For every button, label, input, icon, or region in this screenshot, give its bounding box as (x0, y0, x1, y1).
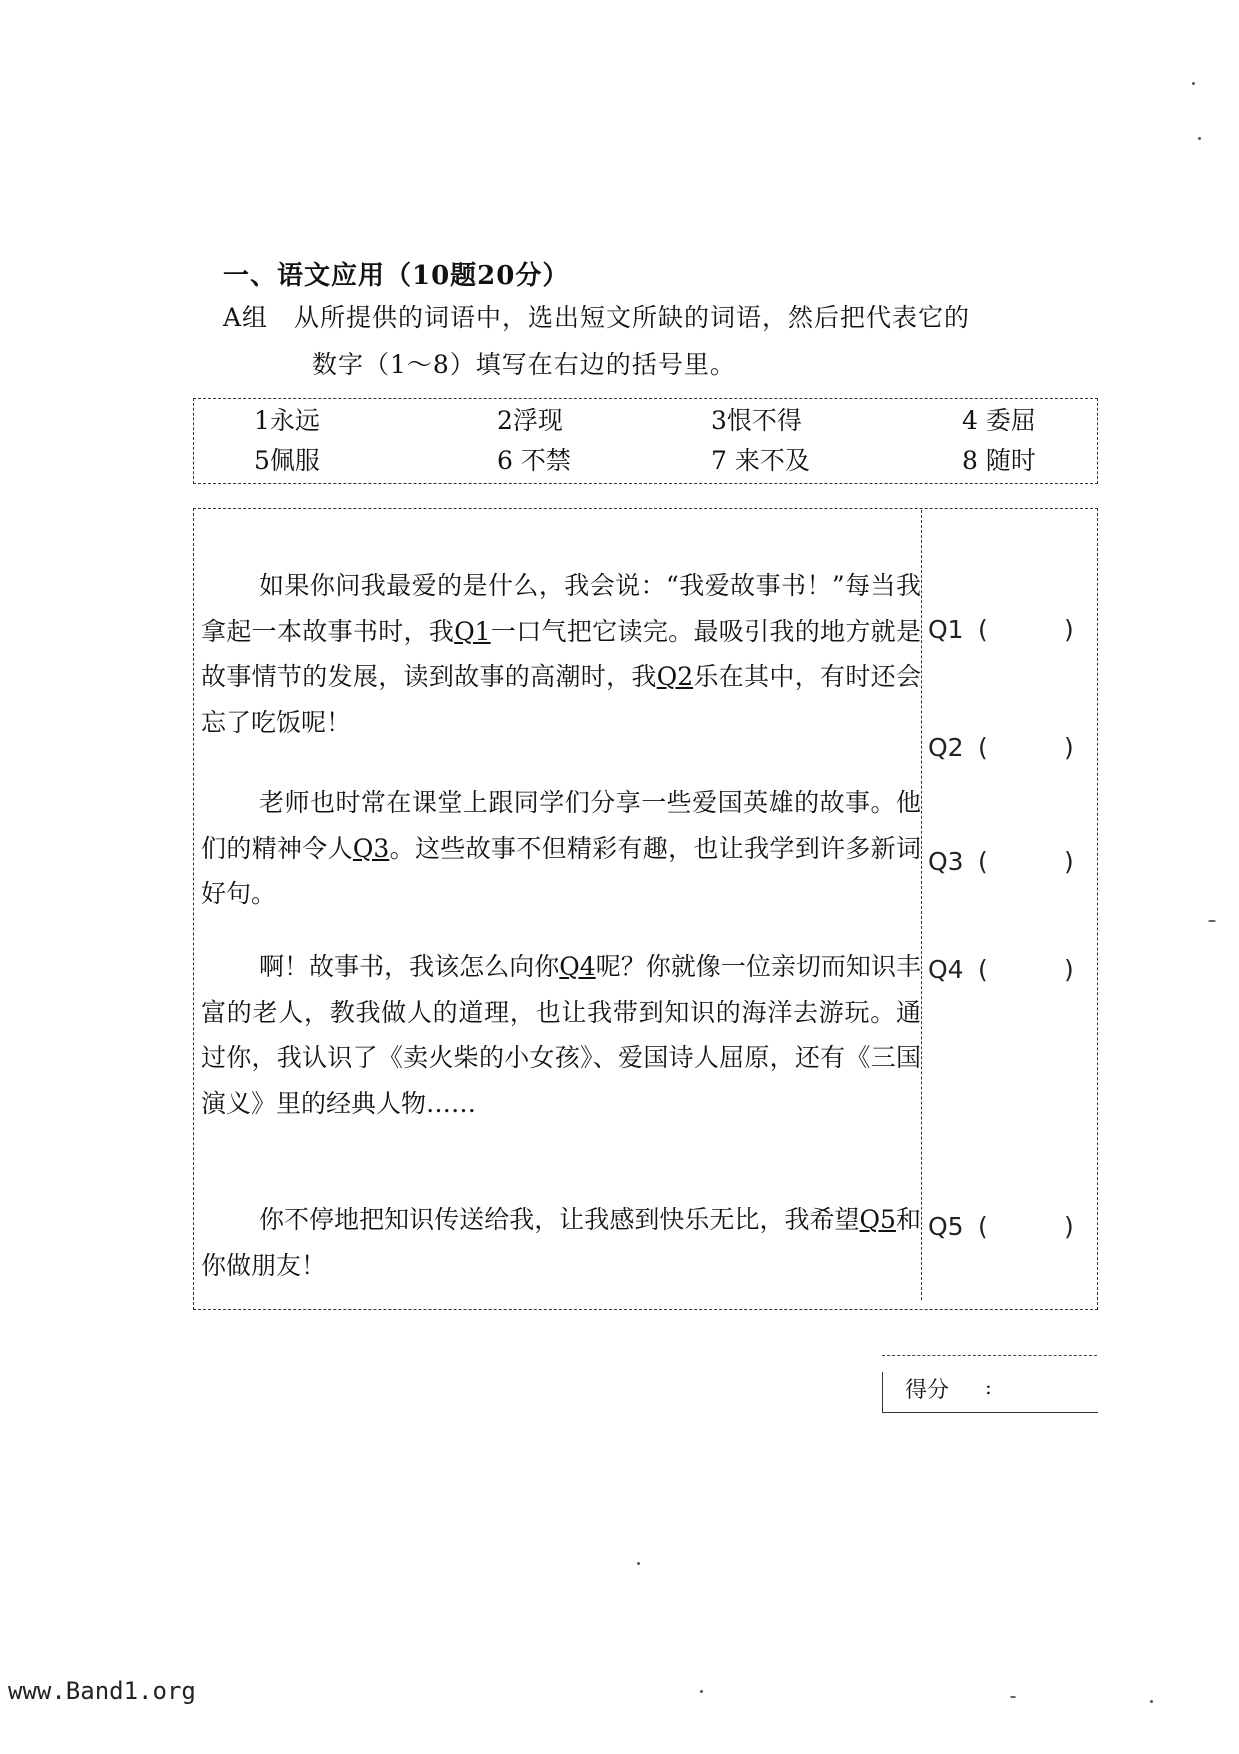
passage-paragraph-4: 你不停地把知识传送给我，让我感到快乐无比，我希望Q5和你做朋友！ (201, 1205, 921, 1280)
footer-watermark: www.Band1.org (8, 1677, 196, 1705)
blank-q5: Q5 (859, 1205, 896, 1234)
score-colon: : (985, 1375, 992, 1399)
scan-speck (700, 1690, 703, 1693)
answer-slot-q3[interactable]: Q3 ( ) (928, 847, 1074, 876)
instruction-line-2: 数字（1～8）填写在右边的括号里。 (312, 350, 736, 379)
blank-q4: Q4 (559, 952, 596, 981)
word-bank-item: 2浮现 (497, 406, 563, 435)
passage-paragraph-1: 如果你问我最爱的是什么，我会说：“我爱故事书！”每当我拿起一本故事书时，我Q1一口气把它读完。最吸引我的地方就是故事情节的发展，读到故事的高潮时，我Q2乐在其中，有时还会忘了吃饭呢！ (201, 571, 921, 737)
scan-speck (1150, 1700, 1153, 1703)
word-bank-item: 8 随时 (962, 446, 1036, 475)
word-bank-item: 1永远 (254, 406, 320, 435)
scan-speck (637, 1562, 640, 1565)
answer-column-divider (921, 510, 922, 1300)
scan-speck (1208, 920, 1216, 922)
passage-paragraph-3: 啊！故事书，我该怎么向你Q4呢？你就像一位亲切而知识丰富的老人，教我做人的道理，也让我带到知识的海洋去游玩。通过你，我认识了《卖火柴的小女孩》、爱国诗人屈原，还有《三国演义》里的经典人物…… (201, 952, 921, 1118)
word-bank-item: 4 委屈 (962, 406, 1036, 435)
word-bank-item: 5佩服 (254, 446, 320, 475)
scan-speck (1010, 1696, 1016, 1698)
instruction-line-1: A组 从所提供的词语中，选出短文所缺的词语，然后把代表它的 (223, 303, 971, 332)
answer-slot-q4[interactable]: Q4 ( ) (928, 955, 1074, 984)
word-bank-item: 6 不禁 (497, 446, 571, 475)
word-bank-item: 7 来不及 (711, 446, 810, 475)
word-bank (193, 398, 1098, 484)
score-top-line (882, 1355, 1097, 1356)
scan-speck (1192, 82, 1195, 85)
answer-slot-q5[interactable]: Q5 ( ) (928, 1212, 1074, 1241)
section-title: 一、语文应用（10题20分） (223, 261, 570, 291)
passage-paragraph-2: 老师也时常在课堂上跟同学们分享一些爱国英雄的故事。他们的精神令人Q3。这些故事不但精彩有趣，也让我学到许多新词好句。 (201, 788, 921, 908)
answer-slot-q1[interactable]: Q1 ( ) (928, 615, 1074, 644)
scan-speck (1198, 137, 1201, 140)
score-label: 得分 (905, 1378, 950, 1403)
word-bank-item: 3恨不得 (711, 406, 802, 435)
blank-q2: Q2 (656, 662, 694, 691)
blank-q3: Q3 (352, 833, 390, 863)
blank-q1: Q1 (454, 616, 491, 646)
answer-slot-q2[interactable]: Q2 ( ) (928, 733, 1074, 762)
